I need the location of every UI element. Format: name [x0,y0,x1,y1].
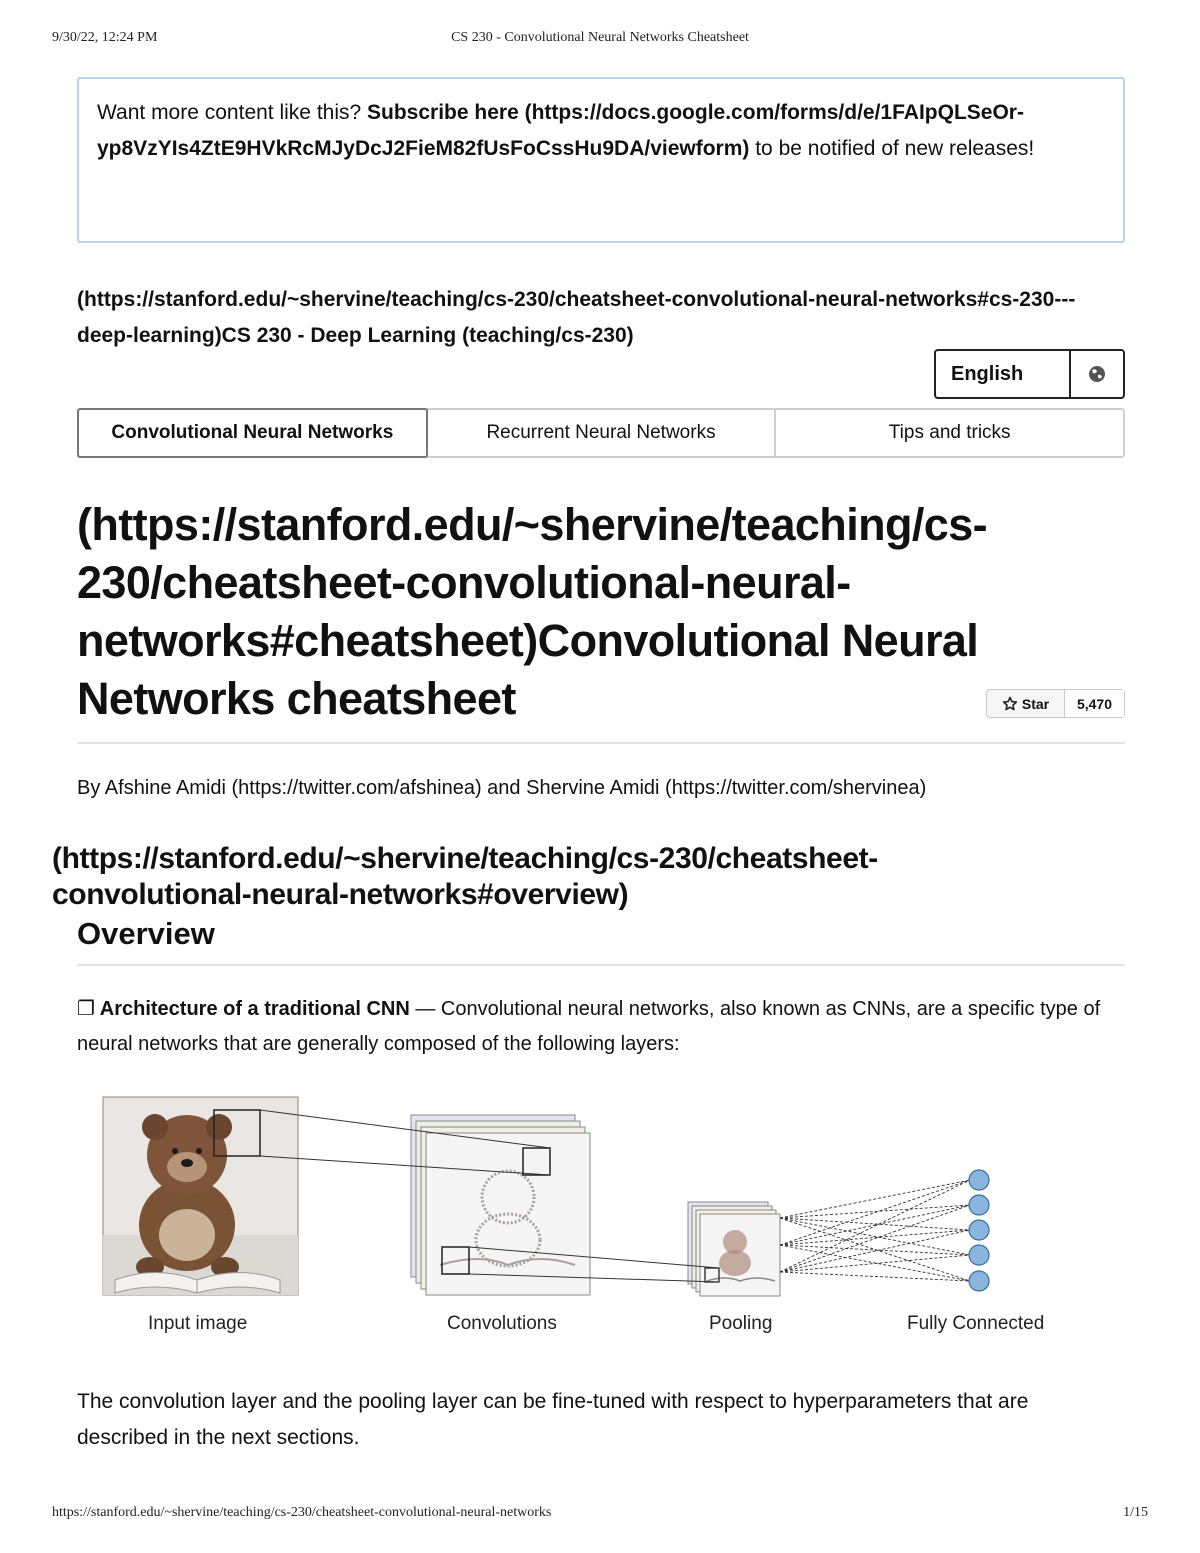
checkbox-bullet-icon: ❐ [77,998,95,1020]
label-pooling: Pooling [709,1313,773,1334]
star-count[interactable]: 5,470 [1065,690,1124,717]
architecture-paragraph [77,992,1125,1062]
author-byline: By Afshine Amidi (https://twitter.com/afshinea) and Shervine Amidi (https://twitter.com/shervinea) [77,777,927,799]
language-label[interactable]: English [936,351,1071,397]
subscribe-banner [77,77,1125,243]
closing-paragraph: The convolution layer and the pooling layer can be fine-tuned with respect to hyperparameters that are described in the next sections. [77,1390,1029,1449]
title-divider [77,742,1125,744]
section-divider [77,964,1125,966]
print-url: https://stanford.edu/~shervine/teaching/cs-230/cheatsheet-convolutional-neural-networks [52,1505,552,1520]
architecture-term: Architecture of a traditional CNN [94,998,410,1020]
subscribe-suffix: to be notified of new releases! [749,137,1035,160]
print-footer [52,1505,1148,1525]
cheatsheet-tabs [77,408,1125,458]
star-label: Star [1021,695,1050,712]
overview-heading: Overview [77,916,215,951]
star-icon [1002,696,1018,712]
label-convolutions: Convolutions [447,1313,557,1334]
input-image [103,1097,298,1295]
print-title: CS 230 - Convolutional Neural Networks Cheatsheet [451,30,749,45]
label-fully-connected: Fully Connected [907,1313,1045,1334]
fully-connected-layer [780,1170,989,1291]
subscribe-prefix: Want more content like this? [97,101,368,124]
architecture-text: — Convolutional neural networks, also known as CNNs, are a specific type of neural networks that are generally composed of the following layers: [77,998,1101,1055]
github-star-widget[interactable] [986,689,1125,718]
star-button[interactable] [987,690,1065,717]
course-breadcrumb-link[interactable]: (https://stanford.edu/~shervine/teaching/cs-230/cheatsheet-convolutional-neural-networks#cs-230---deep-learning)CS 230 - Deep Learning (teaching/cs-230) [77,288,1076,347]
print-header [52,30,1148,50]
tab-tips[interactable]: Tips and tricks [888,422,1011,443]
page-number: 1/15 [1123,1505,1148,1520]
subscribe-link[interactable]: Subscribe here (https://docs.google.com/forms/d/e/1FAIpQLSeOr-yp8VzYIs4ZtE9HVkRcMJyDcJ2FieM82fUsFoCssHu9DA/viewform) [97,101,1024,160]
globe-icon[interactable] [1071,351,1123,397]
overview-anchor-link[interactable]: (https://stanford.edu/~shervine/teaching/cs-230/cheatsheet-convolutional-neural-networks#overview) [52,842,878,911]
tab-rnn[interactable]: Recurrent Neural Networks [428,410,777,456]
language-selector[interactable] [934,349,1125,399]
print-date: 9/30/22, 12:24 PM [52,30,158,45]
label-input-image: Input image [148,1313,248,1334]
page-title[interactable]: (https://stanford.edu/~shervine/teaching/cs-230/cheatsheet-convolutional-neural-networks#cheatsheet)Convolutional Neural Networks cheatsheet [77,499,988,724]
tab-cnn[interactable]: Convolutional Neural Networks [77,408,428,458]
